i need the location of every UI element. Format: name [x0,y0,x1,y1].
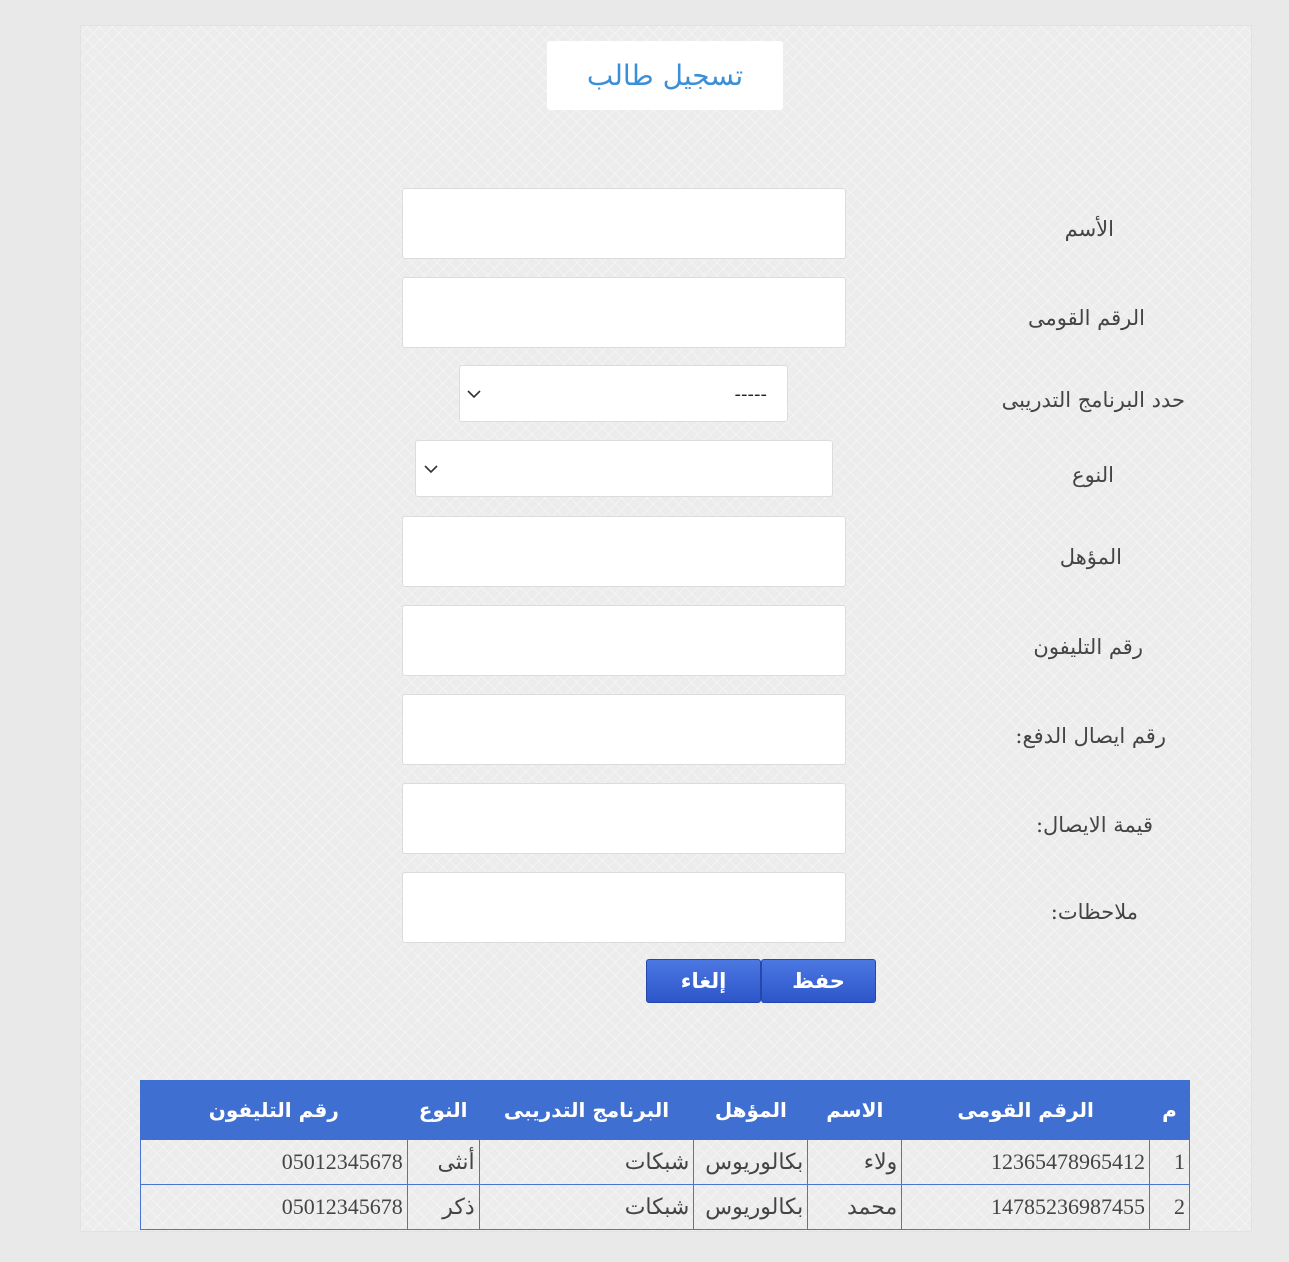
students-table [140,1080,1190,1230]
notes-label: ملاحظات: [1050,900,1138,924]
table-header-cell: المؤهل [694,1081,808,1140]
receipt-number-label: رقم ايصال الدفع: [1015,724,1166,748]
phone-field[interactable] [402,605,846,676]
gender-label: النوع [1072,463,1114,487]
name-cell: ولاء [808,1140,902,1185]
gender-cell: أنثى [407,1140,479,1185]
receipt-value-label: قيمة الايصال: [1035,813,1153,837]
row-number: 2 [1150,1185,1190,1230]
gender-cell: ذكر [407,1185,479,1230]
phone-cell: 05012345678 [141,1185,408,1230]
gender-select[interactable] [415,440,833,497]
table-header-row [141,1081,1190,1140]
table-header-cell: م [1150,1081,1190,1140]
table-header-cell: النوع [407,1081,479,1140]
qualification-label: المؤهل [1059,545,1122,569]
qualification-cell: بكالوريوس [694,1140,808,1185]
save-button[interactable]: حفظ [761,959,876,1003]
chevron-down-icon [466,386,482,402]
table-row [141,1185,1190,1230]
table-header-cell: البرنامج التدريبى [479,1081,694,1140]
table-header-cell: الرقم القومى [902,1081,1150,1140]
table-header-cell: الاسم [808,1081,902,1140]
table-row [141,1140,1190,1185]
receipt-value-field[interactable] [402,783,846,854]
qualification-cell: بكالوريوس [694,1185,808,1230]
chevron-down-icon [423,461,439,477]
receipt-number-field[interactable] [402,694,846,765]
cancel-button[interactable]: إلغاء [646,959,761,1003]
program-label: حدد البرنامج التدريبى [1001,388,1185,412]
program-cell: شبكات [479,1185,694,1230]
form-actions [646,959,876,1003]
program-select[interactable] [459,365,788,422]
program-cell: شبكات [479,1140,694,1185]
national-id-label: الرقم القومى [1028,306,1145,330]
program-select-value: ----- [734,384,767,405]
national-id-cell: 14785236987455 [902,1185,1150,1230]
row-number: 1 [1150,1140,1190,1185]
notes-field[interactable] [402,872,846,943]
name-cell: محمد [808,1185,902,1230]
name-label: الأسم [1064,217,1114,241]
phone-cell: 05012345678 [141,1140,408,1185]
name-field[interactable] [402,188,846,259]
phone-label: رقم التليفون [1033,635,1143,659]
table-header-cell: رقم التليفون [141,1081,408,1140]
qualification-field[interactable] [402,516,846,587]
page-title: تسجيل طالب [547,41,783,110]
national-id-cell: 12365478965412 [902,1140,1150,1185]
national-id-field[interactable] [402,277,846,348]
